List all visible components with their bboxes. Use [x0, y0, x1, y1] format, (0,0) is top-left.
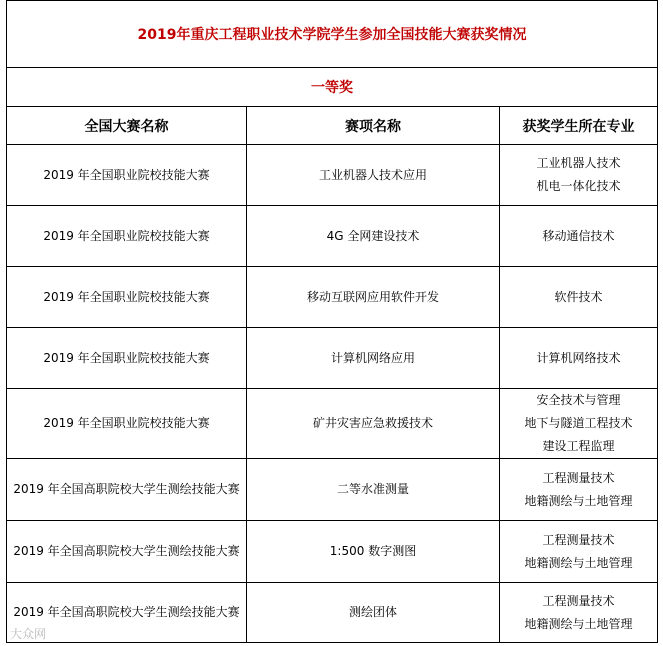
awards-table: [6, 0, 658, 643]
event-cell: 4G 全网建设技术: [247, 206, 500, 267]
major-line: 工程测量技术: [542, 532, 615, 547]
table-row: [7, 583, 658, 643]
table-row: [7, 328, 658, 389]
competition-cell: 2019 年全国职业院校技能大赛: [7, 145, 247, 206]
event-cell: 二等水准测量: [247, 459, 500, 521]
major-line: 地籍测绘与土地管理: [524, 555, 633, 570]
major-cell: [500, 267, 658, 328]
event-cell: 1:500 数字测图: [247, 521, 500, 583]
title-row: [7, 1, 658, 68]
column-header-event: 赛项名称: [247, 107, 500, 145]
competition-cell: 2019 年全国高职院校大学生测绘技能大赛: [7, 521, 247, 583]
major-cell: [500, 145, 658, 206]
column-header-major: 获奖学生所在专业: [500, 107, 658, 145]
major-line: 工程测量技术: [542, 593, 615, 608]
major-cell: [500, 459, 658, 521]
major-cell: [500, 583, 658, 643]
major-line: 地下与隧道工程技术: [524, 416, 633, 430]
column-header-competition: 全国大赛名称: [7, 107, 247, 145]
prize-level-row: [7, 68, 658, 107]
major-line: 工程测量技术: [542, 470, 615, 485]
major-cell: [500, 328, 658, 389]
event-cell: 测绘团体: [247, 583, 500, 643]
event-cell: 矿井灾害应急救援技术: [247, 389, 500, 459]
competition-cell: 2019 年全国职业院校技能大赛: [7, 328, 247, 389]
major-line: 建设工程监理: [542, 439, 615, 453]
major-line: 计算机网络技术: [536, 350, 621, 365]
event-cell: 移动互联网应用软件开发: [247, 267, 500, 328]
major-line: 地籍测绘与土地管理: [524, 616, 633, 631]
table-row: [7, 145, 658, 206]
major-line: 移动通信技术: [542, 228, 615, 243]
competition-cell: 2019 年全国高职院校大学生测绘技能大赛: [7, 583, 247, 643]
event-cell: 计算机网络应用: [247, 328, 500, 389]
table-row: [7, 521, 658, 583]
major-cell: [500, 206, 658, 267]
major-line: 地籍测绘与土地管理: [524, 493, 633, 508]
table-row: [7, 389, 658, 459]
major-line: 机电一体化技术: [536, 179, 621, 193]
competition-cell: 2019 年全国职业院校技能大赛: [7, 389, 247, 459]
table-row: [7, 206, 658, 267]
header-row: [7, 107, 658, 145]
major-cell: [500, 521, 658, 583]
major-line: 工业机器人技术: [536, 156, 621, 170]
major-line: 安全技术与管理: [536, 393, 621, 407]
watermark: 大众网: [10, 627, 47, 641]
table-row: [7, 459, 658, 521]
competition-cell: 2019 年全国高职院校大学生测绘技能大赛: [7, 459, 247, 521]
event-cell: 工业机器人技术应用: [247, 145, 500, 206]
document-title: 2019年重庆工程职业技术学院学生参加全国技能大赛获奖情况: [7, 1, 658, 68]
major-cell: [500, 389, 658, 459]
competition-cell: 2019 年全国职业院校技能大赛: [7, 206, 247, 267]
prize-level: 一等奖: [7, 68, 658, 107]
competition-cell: 2019 年全国职业院校技能大赛: [7, 267, 247, 328]
awards-document: [6, 0, 657, 646]
major-line: 软件技术: [554, 289, 603, 304]
table-row: [7, 267, 658, 328]
